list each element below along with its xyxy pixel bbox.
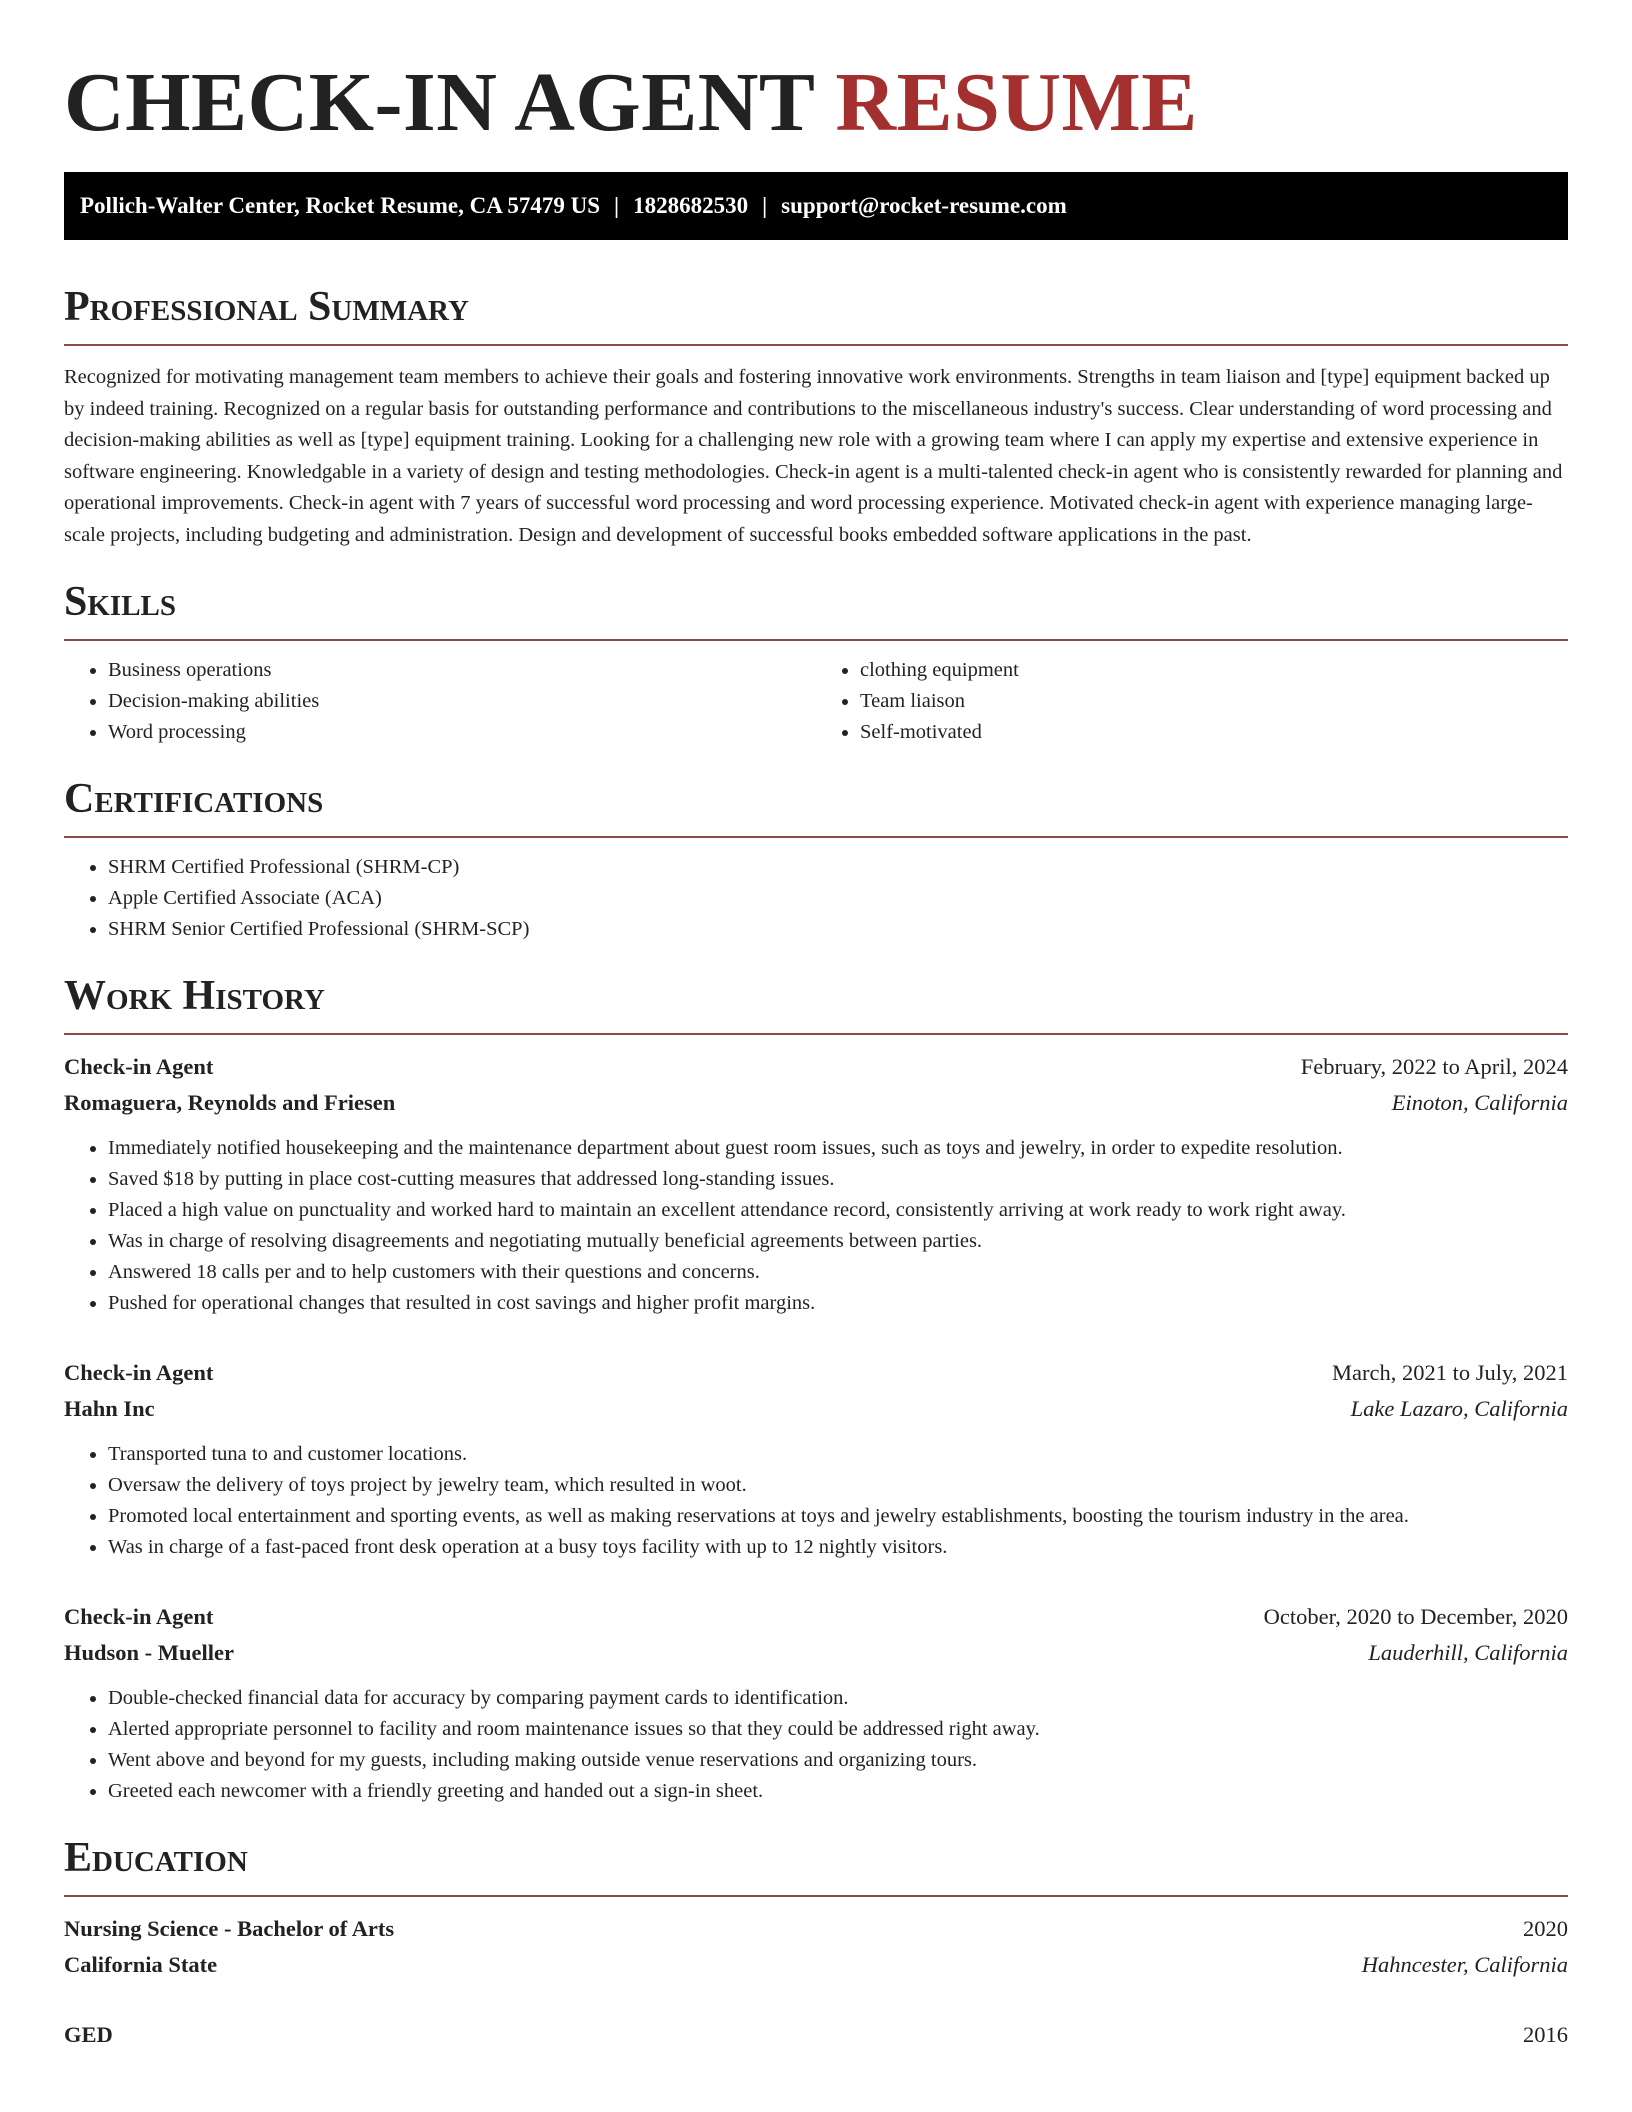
job-header [64,1355,1568,1391]
education-degree: GED [64,2022,113,2047]
job-company: Romaguera, Reynolds and Friesen [64,1090,396,1115]
job-location: Lauderhill, California [1368,1640,1568,1665]
job-title: Check-in Agent [64,1360,214,1385]
job-bullet: • Went above and beyond for my guests, including making outside venue reservations and organizing tours. [108,1745,1568,1776]
contact-separator: | [614,193,620,218]
education-school: California State [64,1952,218,1977]
job-location: Lake Lazaro, California [1350,1396,1568,1421]
job-entry [64,1599,1568,1807]
job-entry [64,1355,1568,1563]
education-year: 2020 [1523,1916,1568,1941]
job-header [64,1599,1568,1635]
skill-item: • Self-motivated [860,717,1568,748]
contact-address: Pollich-Walter Center, Rocket Resume, CA 57479 US [80,193,600,218]
job-company: Hudson - Mueller [64,1640,235,1665]
education-location: Hahncester, California [1361,1952,1568,1977]
job-bullets [64,1133,1568,1319]
education-entry [64,1911,1568,1983]
education-subheader [64,1947,1568,1983]
job-bullets [64,1683,1568,1807]
job-bullet: • Answered 18 calls per and to help customers with their questions and concerns. [108,1257,1568,1288]
certification-item: • Apple Certified Associate (ACA) [108,883,1568,914]
title-main: CHECK-IN AGENT [64,56,814,149]
skill-item: • clothing equipment [860,655,1568,686]
education-section [64,1833,1568,2053]
section-heading-certifications: Certifications [64,774,1568,838]
section-heading-work-history: Work History [64,971,1568,1035]
skill-item: • Team liaison [860,686,1568,717]
skills-section [64,577,1568,748]
job-entry [64,1049,1568,1319]
contact-separator: | [762,193,768,218]
job-bullet: • Saved $18 by putting in place cost-cutting measures that addressed long-standing issues. [108,1164,1568,1195]
professional-summary-section [64,282,1568,551]
job-bullet: • Was in charge of resolving disagreements and negotiating mutually beneficial agreements between parties. [108,1226,1568,1257]
skills-list-right [816,655,1568,748]
resume-title [64,0,1568,148]
job-company: Hahn Inc [64,1396,155,1421]
certification-item: • SHRM Senior Certified Professional (SHRM-SCP) [108,914,1568,945]
job-location: Einoton, California [1391,1090,1568,1115]
job-bullet: • Oversaw the delivery of toys project by jewelry team, which resulted in woot. [108,1470,1568,1501]
education-header [64,2017,1568,2053]
job-bullet: • Pushed for operational changes that resulted in cost savings and higher profit margins. [108,1288,1568,1319]
job-bullet: • Promoted local entertainment and sporting events, as well as making reservations at toys and jewelry establishments, boosting the tourism industry in the area. [108,1501,1568,1532]
job-dates: October, 2020 to December, 2020 [1263,1604,1568,1629]
certifications-section [64,774,1568,945]
section-heading-skills: Skills [64,577,1568,641]
skill-item: • Decision-making abilities [108,686,816,717]
job-bullet: • Double-checked financial data for accuracy by comparing payment cards to identification. [108,1683,1568,1714]
job-dates: February, 2022 to April, 2024 [1300,1054,1568,1079]
work-history-section [64,971,1568,1807]
job-title: Check-in Agent [64,1604,214,1629]
job-bullets [64,1439,1568,1563]
education-header [64,1911,1568,1947]
contact-phone[interactable]: 1828682530 [633,193,749,218]
job-bullet: • Immediately notified housekeeping and the maintenance department about guest room issues, such as toys and jewelry, in order to expedite resolution. [108,1133,1568,1164]
job-header [64,1049,1568,1085]
job-title: Check-in Agent [64,1054,214,1079]
job-bullet: • Was in charge of a fast-paced front desk operation at a busy toys facility with up to 12 nightly visitors. [108,1532,1568,1563]
education-year: 2016 [1523,2022,1568,2047]
job-bullet: • Alerted appropriate personnel to facility and room maintenance issues so that they could be addressed right away. [108,1714,1568,1745]
skill-item: • Business operations [108,655,816,686]
skills-list-left [64,655,816,748]
job-subheader [64,1391,1568,1427]
section-heading-summary: Professional Summary [64,282,1568,346]
skill-item: • Word processing [108,717,816,748]
title-accent: RESUME [835,56,1198,149]
job-bullet: • Placed a high value on punctuality and worked hard to maintain an excellent attendance record, consistently arriving at work ready to work right away. [108,1195,1568,1226]
job-bullet: • Transported tuna to and customer locations. [108,1439,1568,1470]
job-dates: March, 2021 to July, 2021 [1331,1360,1568,1385]
summary-text: Recognized for motivating management team members to achieve their goals and fostering innovative work environments. Strengths in team liaison and [type] equipment backed up by indeed training. Recognized on a regular basis for outstanding performance and contributions to the miscellaneous industry's success. Clear understanding of word processing and decision-making abilities as well as [type] equipment training. Looking for a challenging new role with a growing team where I can apply my expertise and extensive experience in software engineering. Knowledgable in a variety of design and testing methodologies. Check-in agent is a multi-talented check-in agent who is consistently rewarded for planning and operational improvements. Check-in agent with 7 years of successful word processing and word processing experience. Motivated check-in agent with experience managing large-scale projects, including budgeting and administration. Design and development of successful books embedded software applications in the past. [64,366,1563,546]
job-subheader [64,1635,1568,1671]
education-entry [64,2017,1568,2053]
job-subheader [64,1085,1568,1121]
job-bullet: • Greeted each newcomer with a friendly greeting and handed out a sign-in sheet. [108,1776,1568,1807]
contact-bar [64,172,1568,240]
education-degree: Nursing Science - Bachelor of Arts [64,1916,395,1941]
contact-email[interactable]: support@rocket-resume.com [781,193,1067,218]
certifications-list [64,852,1568,945]
certification-item: • SHRM Certified Professional (SHRM-CP) [108,852,1568,883]
skills-grid [64,641,1568,748]
section-heading-education: Education [64,1833,1568,1897]
